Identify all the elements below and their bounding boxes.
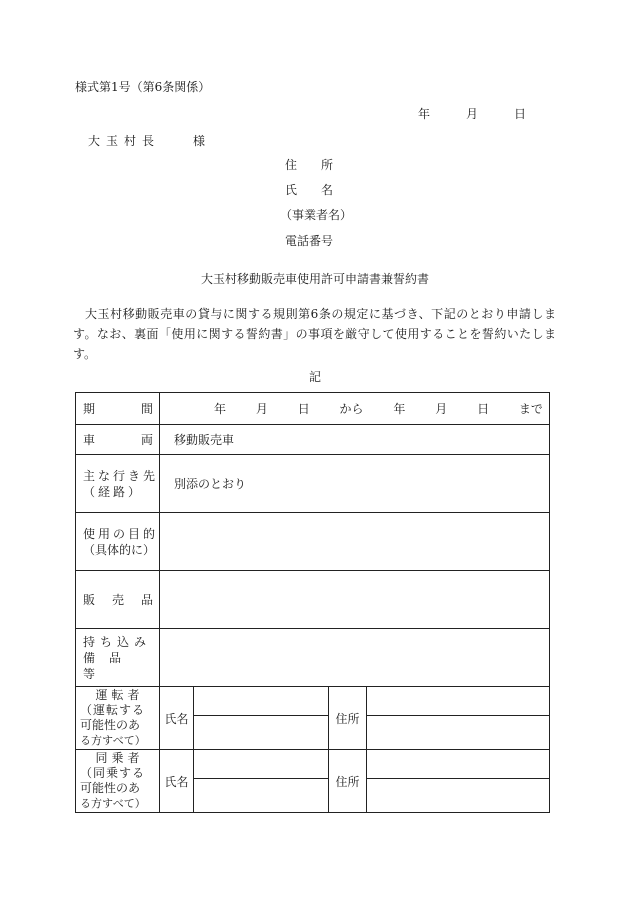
row-driver-1 [76, 687, 550, 716]
equipment-label: 持ち込み 備品等 [76, 629, 160, 687]
driver-label: 運転者 （運転する 可能性のあ る方すべて） [76, 687, 160, 750]
goods-field[interactable] [160, 571, 550, 629]
passenger-address-field-2[interactable] [367, 779, 550, 813]
ki-heading: 記 [308, 370, 321, 384]
destination-value[interactable]: 別添のとおり [160, 455, 550, 513]
passenger-name-label: 氏名 [160, 750, 194, 813]
row-vehicle [76, 425, 550, 455]
driver-name-field-2[interactable] [194, 716, 329, 750]
passenger-address-label: 住所 [329, 750, 367, 813]
vehicle-value: 移動販売車 [160, 425, 550, 455]
driver-address-label: 住所 [329, 687, 367, 750]
date-line [418, 105, 526, 122]
row-period [76, 393, 550, 425]
applicant-business-label: （事業者名） [280, 208, 353, 222]
driver-name-label: 氏名 [160, 687, 194, 750]
addressee-honorific: 様 [193, 134, 206, 148]
period-field[interactable]: 年 月 日 から 年 月 日 まで [160, 393, 550, 425]
body-paragraph: 大玉村移動販売車の貸与に関する規則第6条の規定に基づき、下記のとおり申請します。なお、裏面「使用に関する誓約書」の事項を厳守して使用することを誓約いたします。 [73, 307, 556, 361]
passenger-name-field-1[interactable] [194, 750, 329, 779]
applicant-name-label: 氏 名 [285, 183, 334, 197]
purpose-label: 使用の目的 （具体的に） [76, 513, 160, 571]
purpose-field[interactable] [160, 513, 550, 571]
driver-address-field-2[interactable] [367, 716, 550, 750]
period-label: 期 間 [76, 393, 160, 425]
row-passenger-1 [76, 750, 550, 779]
passenger-name-field-2[interactable] [194, 779, 329, 813]
destination-label: 主な行き先 （経路） [76, 455, 160, 513]
application-table [75, 392, 550, 813]
row-purpose [76, 513, 550, 571]
driver-address-field-1[interactable] [367, 687, 550, 716]
applicant-address-label: 住 所 [285, 158, 334, 172]
date-day: 日 [514, 107, 527, 121]
document-title: 大玉村移動販売車使用許可申請書兼誓約書 [200, 272, 429, 286]
driver-name-field-1[interactable] [194, 687, 329, 716]
goods-label: 販 売 品 [76, 571, 160, 629]
date-month: 月 [466, 107, 479, 121]
passenger-label: 同乗者 （同乗する 可能性のあ る方すべて） [76, 750, 160, 813]
vehicle-label: 車 両 [76, 425, 160, 455]
form-number: 様式第1号（第6条関係） [75, 80, 211, 94]
row-goods [76, 571, 550, 629]
applicant-phone-label: 電話番号 [285, 234, 334, 248]
row-equipment [76, 629, 550, 687]
passenger-address-field-1[interactable] [367, 750, 550, 779]
row-destination [76, 455, 550, 513]
equipment-field[interactable] [160, 629, 550, 687]
date-year: 年 [418, 107, 431, 121]
addressee-name: 大玉村長 [88, 134, 161, 148]
